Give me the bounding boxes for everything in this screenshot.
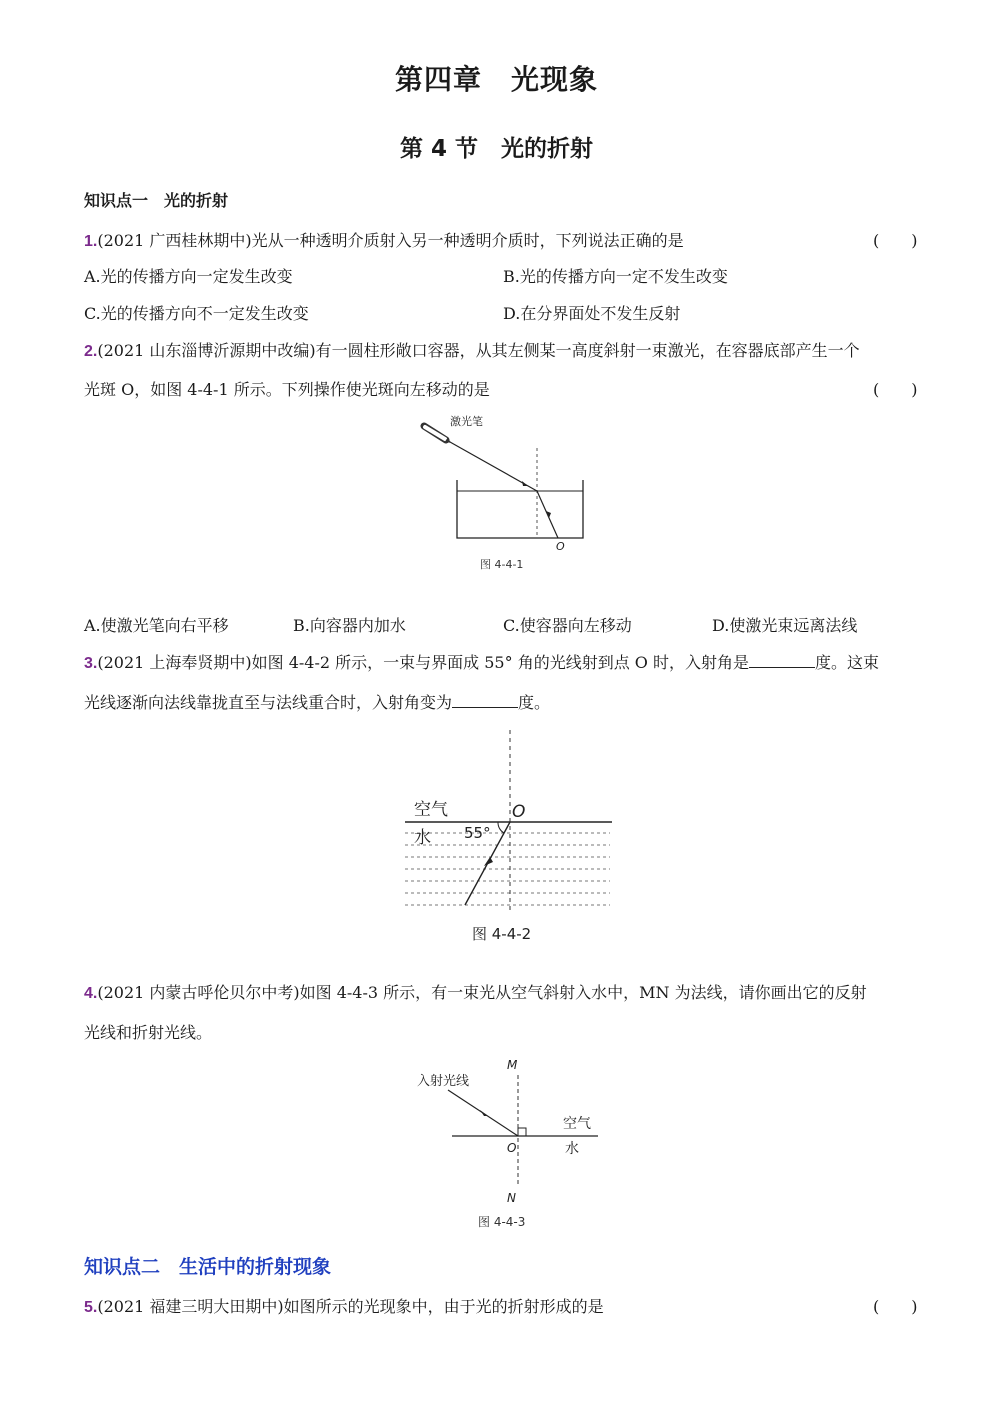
ray-arrow: [522, 481, 528, 486]
q3-number: 3.: [84, 655, 98, 672]
q1-text: (2021 广西桂林期中)光从一种透明介质射入另一种透明介质时，下列说法正确的是: [97, 231, 684, 250]
q5-text: (2021 福建三明大田期中)如图所示的光现象中，由于光的折射形成的是: [97, 1297, 604, 1316]
q1-option-b[interactable]: B.光的传播方向一定不发生改变: [503, 267, 728, 286]
incident-ray-label: 入射光线: [417, 1074, 470, 1089]
q3-text-1b: 度。这束: [814, 653, 879, 672]
figure-4-4-2: [400, 725, 620, 950]
q3-stem-line2: [84, 690, 550, 713]
q2-text-1: (2021 山东淄博沂源期中改编)有一圆柱形敞口容器，从其左侧某一高度斜射一束激光，在容器底部产生一个: [97, 341, 860, 360]
figure-4-4-3: [410, 1050, 610, 1235]
q2-stem-line1: [84, 338, 860, 361]
q1-number: 1.: [84, 233, 98, 250]
q4-number: 4.: [84, 985, 98, 1002]
angle-arc: [498, 822, 504, 833]
q2-option-d[interactable]: D.使激光束远离法线: [712, 616, 858, 635]
q2-stem-line2: 光斑 O，如图 4-4-1 所示。下列操作使光斑向左移动的是: [84, 380, 490, 399]
q3-text-2a: 光线逐渐向法线靠拢直至与法线重合时，入射角变为: [84, 693, 453, 712]
point-o-label: O: [556, 540, 565, 553]
laser-pen-icon: [424, 426, 450, 442]
point-o-label: O: [507, 1141, 517, 1155]
ray-arrow: [484, 857, 493, 866]
point-o-label: O: [512, 802, 526, 822]
q4-stem-line1: [84, 980, 867, 1003]
knowledge-point-1: 知识点一 光的折射: [84, 191, 229, 210]
container: [457, 480, 583, 538]
q2-option-b[interactable]: B.向容器内加水: [293, 616, 406, 635]
q2-answer-paren[interactable]: ( ): [873, 380, 918, 399]
q1-option-d[interactable]: D.在分界面处不发生反射: [503, 304, 681, 323]
figure-4-4-1-caption: 图 4-4-1: [480, 558, 524, 571]
water-label: 水: [565, 1141, 579, 1157]
q5-stem: [84, 1294, 604, 1317]
q3-text-1a: (2021 上海奉贤期中)如图 4-4-2 所示，一束与界面成 55° 角的光线射到点 O 时，入射角是: [97, 653, 749, 672]
laser-pen-label: 激光笔: [450, 415, 483, 428]
q5-number: 5.: [84, 1299, 98, 1316]
q2-option-a[interactable]: A.使激光笔向右平移: [84, 616, 229, 635]
q2-number: 2.: [84, 343, 98, 360]
section-title: 第 4 节 光的折射: [399, 136, 594, 162]
q1-stem: [84, 228, 684, 251]
q3-blank-2[interactable]: [452, 693, 518, 708]
chapter-title: 第四章 光现象: [394, 63, 598, 96]
point-m-label: M: [507, 1058, 518, 1072]
water-label: 水: [414, 828, 431, 848]
knowledge-point-2: 知识点二 生活中的折射现象: [84, 1256, 332, 1278]
figure-4-4-3-caption: 图 4-4-3: [478, 1215, 526, 1229]
q5-answer-paren[interactable]: ( ): [873, 1297, 918, 1316]
point-n-label: N: [507, 1191, 516, 1205]
air-label: 空气: [563, 1116, 591, 1132]
q4-text-1: (2021 内蒙古呼伦贝尔中考)如图 4-4-3 所示，有一束光从空气斜射入水中，MN 为法线，请你画出它的反射: [97, 983, 867, 1002]
q1-answer-paren[interactable]: ( ): [873, 231, 918, 250]
right-angle-mark: [518, 1128, 526, 1136]
q3-stem-line1: [84, 650, 879, 673]
q1-option-a[interactable]: A.光的传播方向一定发生改变: [84, 267, 293, 286]
figure-4-4-1: [410, 408, 600, 578]
water-pattern: [405, 833, 610, 905]
q3-blank-1[interactable]: [749, 653, 815, 668]
figure-4-4-2-caption: 图 4-4-2: [472, 925, 532, 943]
q4-stem-line2: 光线和折射光线。: [84, 1023, 213, 1042]
q1-option-c[interactable]: C.光的传播方向不一定发生改变: [84, 304, 309, 323]
q3-text-2b: 度。: [518, 693, 551, 712]
q2-option-c[interactable]: C.使容器向左移动: [503, 616, 632, 635]
air-label: 空气: [414, 800, 448, 820]
angle-label: 55°: [464, 824, 491, 842]
